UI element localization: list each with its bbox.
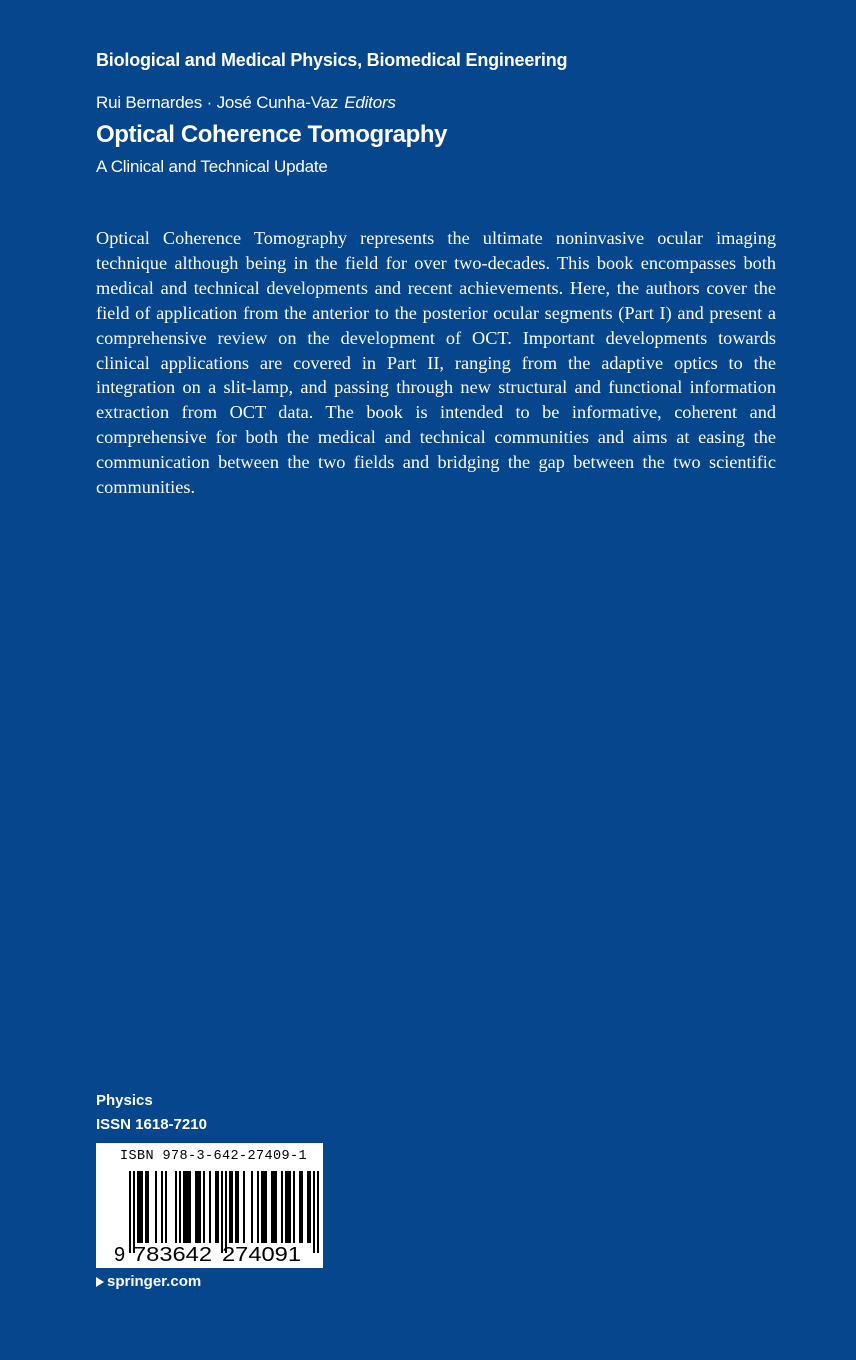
barcode-bar [161,1171,163,1243]
barcode-bar [189,1171,191,1243]
barcode-bar [141,1171,143,1243]
barcode-bar [287,1171,289,1243]
barcode-bar [155,1171,157,1243]
barcode-bar [263,1171,265,1243]
barcode-bar [165,1171,167,1243]
barcode-bar [217,1171,219,1243]
barcode-bar [195,1171,197,1243]
barcode-bar [317,1171,319,1253]
barcode-bar [235,1171,237,1243]
barcode-bar [225,1171,227,1253]
barcode-bar [185,1171,187,1243]
barcode-bar [133,1171,135,1253]
barcode-first-digit: 9 [114,1244,126,1266]
barcode-bar [237,1171,239,1243]
barcode-bar [313,1171,315,1253]
barcode-bar [139,1171,141,1243]
barcode-bar [221,1171,223,1253]
series-title: Biological and Medical Physics, Biomedical Engineering [96,50,568,70]
barcode-graphic [96,1143,323,1268]
barcode-bar [147,1171,149,1243]
arrow-right-icon [96,1277,104,1287]
issn-label: ISSN 1618-7210 [96,1116,207,1133]
book-description: Optical Coherence Tomography represents the ultimate noninvasive ocular imaging technique although being in the field for over two-decades. This book encompasses both medical and technical developments and recent achievements. Here, the authors cover the field of application from the anterior to the posterior ocular segments (Part I) and present a comprehensive review on the development of OCT. Important developments towards clinical applications are covered in Part II, ranging from the adaptive optics to the integration on a slit-lamp, and passing through new structural and functional information extraction from OCT data. The book is intended to be informative, coherent and comprehensive for both the medical and technical communities and aims at easing the communication between the two fields and bridging the gap between the two scientific communities. [96,228,776,498]
barcode-bar [273,1171,275,1243]
barcode-bar [285,1171,287,1243]
book-title: Optical Coherence Tomography [96,121,448,148]
barcode-bar [243,1171,245,1243]
barcode-bar [203,1171,205,1243]
website-label: springer.com [107,1273,202,1290]
barcode-bar [257,1171,259,1243]
editor-names: Rui Bernardes · José Cunha-Vaz [96,93,339,112]
barcode-bar [199,1171,201,1243]
barcode-bar [215,1171,217,1243]
barcode-bar [293,1171,295,1243]
website-link[interactable] [96,1273,201,1290]
barcode-bar [229,1171,231,1243]
barcode-bar [299,1171,301,1243]
isbn-text: ISBN 978-3-642-27409-1 [120,1149,308,1164]
barcode-bar [231,1171,233,1243]
barcode-bar [183,1171,185,1243]
subject-label: Physics [96,1092,153,1109]
barcode-bar [281,1171,283,1243]
barcode-left-digits: 783642 [133,1244,212,1266]
editors-role: Editors [344,93,396,112]
barcode-bar [145,1171,147,1243]
barcode-bar [309,1171,311,1243]
barcode-bar [179,1171,181,1243]
editors-line [96,93,396,113]
barcode-bar [265,1171,267,1243]
barcode [96,1143,323,1268]
barcode-bar [301,1171,303,1243]
barcode-bar [175,1171,177,1243]
barcode-bar [137,1171,139,1243]
barcode-bar [187,1171,189,1243]
barcode-bar [261,1171,263,1243]
barcode-bar [275,1171,277,1243]
book-subtitle: A Clinical and Technical Update [96,157,328,176]
barcode-bar [289,1171,291,1243]
barcode-bar [209,1171,211,1243]
barcode-bar [307,1171,309,1243]
barcode-bar [197,1171,199,1243]
barcode-right-digits: 274091 [222,1244,301,1266]
barcode-bar [129,1171,131,1253]
barcode-bar [251,1171,253,1243]
barcode-bar [271,1171,273,1243]
